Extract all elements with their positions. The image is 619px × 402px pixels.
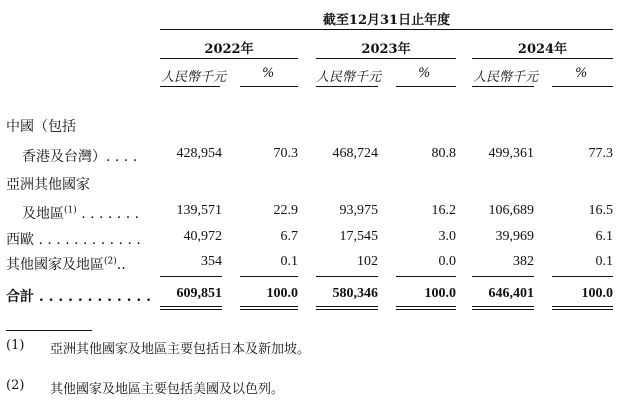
table-cell: 40,972 — [183, 229, 222, 244]
table-cell: 22.9 — [273, 203, 298, 218]
unit-amount-2024: 人民幣千元 — [473, 70, 539, 85]
table-cell: 39,969 — [495, 229, 534, 244]
table-cell: 499,361 — [488, 146, 534, 161]
unit-rule — [160, 86, 220, 87]
table-cell: 16.2 — [431, 203, 456, 218]
year-rule-2024 — [472, 58, 613, 59]
subtotal-rule — [552, 276, 613, 277]
table-cell: 0.0 — [438, 254, 456, 269]
row-label-line2 — [22, 203, 139, 223]
total-cell: 100.0 — [424, 286, 456, 301]
total-label: 合計 . . . . . . . . . . . . — [6, 289, 151, 305]
footnote-number: (2) — [6, 378, 25, 393]
total-double-rule — [472, 309, 534, 310]
table-cell: 77.3 — [588, 146, 613, 161]
footnote-text: 其他國家及地區主要包括美國及以色列。 — [50, 382, 285, 397]
year-rule-2022 — [160, 58, 298, 59]
total-double-rule — [396, 309, 456, 310]
subtotal-rule — [160, 276, 222, 277]
table-cell: 0.1 — [280, 254, 298, 269]
total-cell: 609,851 — [176, 286, 222, 301]
subtotal-rule — [472, 276, 534, 277]
unit-amount-2023: 人民幣千元 — [316, 70, 382, 85]
row-label-line1: 亞洲其他國家 — [6, 177, 90, 193]
year-rule-2023 — [316, 58, 456, 59]
subtotal-rule — [316, 276, 378, 277]
row-label-text: 及地區 — [22, 206, 64, 222]
period-title: 截至12月31日止年度 — [322, 13, 451, 28]
footnote-text: 亞洲其他國家及地區主要包括日本及新加坡。 — [50, 342, 311, 357]
total-cell: 100.0 — [581, 286, 613, 301]
total-double-rule — [160, 306, 222, 307]
leader-dots: .. — [116, 257, 126, 273]
unit-pct-2024: % — [575, 66, 588, 81]
table-cell: 354 — [201, 254, 222, 269]
table-cell: 80.8 — [431, 146, 456, 161]
total-double-rule — [160, 309, 222, 310]
unit-rule — [396, 86, 456, 87]
table-cell: 6.1 — [595, 229, 613, 244]
total-double-rule — [316, 306, 378, 307]
total-cell: 100.0 — [266, 286, 298, 301]
table-cell: 16.5 — [588, 203, 613, 218]
footnote-separator — [6, 330, 92, 331]
unit-rule — [240, 86, 298, 87]
leader-dots: . . . . . . . — [76, 206, 140, 222]
table-cell: 139,571 — [176, 203, 222, 218]
total-cell: 580,346 — [332, 286, 378, 301]
unit-pct-2022: % — [262, 66, 275, 81]
total-double-rule — [316, 309, 378, 310]
row-label-text: 其他國家及地區 — [6, 257, 104, 273]
footnote-marker: (2) — [104, 256, 117, 267]
table-cell: 6.7 — [280, 229, 298, 244]
table-cell: 3.0 — [438, 229, 456, 244]
footnote-marker: (1) — [64, 205, 77, 216]
table-cell: 70.3 — [273, 146, 298, 161]
row-label: 西歐 . . . . . . . . . . . . — [6, 232, 141, 248]
table-cell: 428,954 — [176, 146, 222, 161]
footnote-number: (1) — [6, 338, 25, 353]
total-double-rule — [552, 306, 613, 307]
unit-rule — [316, 86, 378, 87]
unit-pct-2023: % — [418, 66, 431, 81]
subtotal-rule — [240, 276, 298, 277]
total-double-rule — [472, 306, 534, 307]
year-2024: 2024年 — [517, 42, 568, 57]
row-label — [6, 254, 126, 274]
unit-rule — [472, 86, 534, 87]
table-cell: 17,545 — [339, 229, 378, 244]
table-cell: 102 — [357, 254, 378, 269]
table-cell: 93,975 — [339, 203, 378, 218]
total-double-rule — [552, 309, 613, 310]
total-double-rule — [240, 306, 298, 307]
unit-amount-2022: 人民幣千元 — [161, 70, 227, 85]
table-cell: 382 — [513, 254, 534, 269]
total-cell: 646,401 — [488, 286, 534, 301]
year-2022: 2022年 — [204, 42, 254, 57]
year-2023: 2023年 — [361, 42, 411, 57]
header-rule — [160, 29, 613, 30]
subtotal-rule — [396, 276, 456, 277]
row-label-line2: 香港及台灣）. . . . — [22, 149, 138, 165]
table-cell: 0.1 — [595, 254, 613, 269]
total-double-rule — [396, 306, 456, 307]
table-cell: 468,724 — [332, 146, 378, 161]
unit-rule — [552, 86, 613, 87]
row-label-line1: 中國（包括 — [6, 119, 76, 135]
table-cell: 106,689 — [488, 203, 534, 218]
total-double-rule — [240, 309, 298, 310]
